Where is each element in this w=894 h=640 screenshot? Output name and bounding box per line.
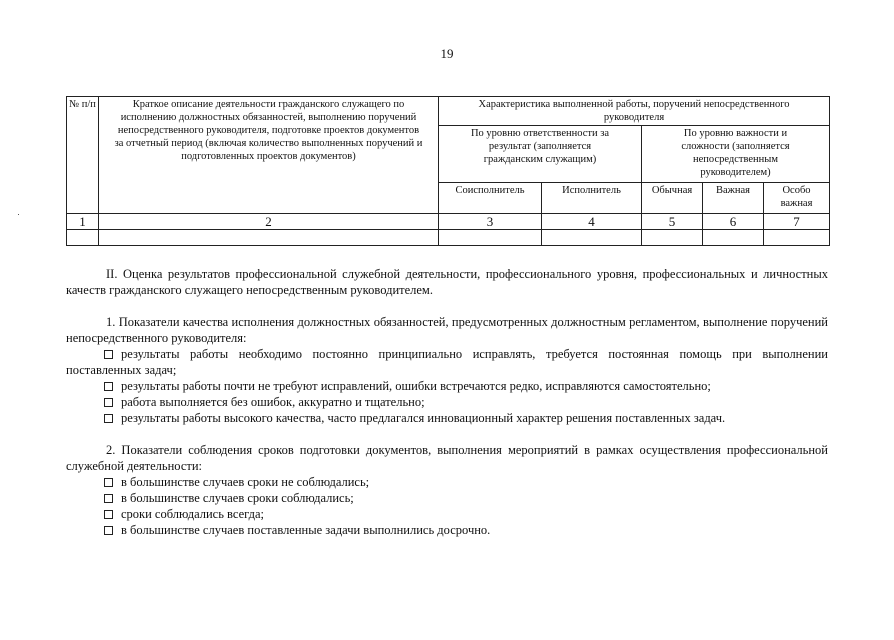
page-number: 19 [440, 46, 454, 61]
quality-option [66, 378, 828, 394]
quality-option [66, 410, 828, 426]
header-ordinary: Обычная [642, 183, 703, 214]
empty-cell[interactable] [67, 230, 99, 246]
section-heading: II. Оценка результатов профессиональной служебной деятельности, профессионального уровня, профессиональных и личностных качеств гражданского служащего непосредственным руководителем. [66, 267, 828, 297]
quality-option [66, 394, 828, 410]
activity-table [66, 96, 830, 246]
header-co-executor: Соисполнитель [439, 183, 542, 214]
column-number: 1 [67, 214, 99, 230]
scan-dot [18, 214, 19, 215]
empty-cell[interactable] [642, 230, 703, 246]
column-number: 5 [642, 214, 703, 230]
empty-row [67, 230, 830, 246]
option-label: результаты работы необходимо постоянно принципиально исправлять, требуется постоянная помощь при выполнении поставленных задач; [66, 347, 828, 377]
column-number: 4 [542, 214, 642, 230]
empty-cell[interactable] [99, 230, 439, 246]
option-label: в большинстве случаев сроки не соблюдались; [121, 475, 370, 489]
checkbox-icon[interactable] [104, 414, 113, 423]
column-number: 6 [703, 214, 764, 230]
column-number: 2 [99, 214, 439, 230]
option-label: результаты работы высокого качества, часто предлагался инновационный характер решения поставленных задач. [121, 411, 726, 425]
column-numbers-row [67, 214, 830, 230]
option-label: результаты работы почти не требуют исправлений, ошибки встречаются редко, исправляются самостоятельно; [121, 379, 711, 393]
header-executor: Исполнитель [542, 183, 642, 214]
option-label: работа выполняется без ошибок, аккуратно и тщательно; [121, 395, 425, 409]
deadlines-question-title: 2. Показатели соблюдения сроков подготовки документов, выполнения мероприятий в рамках осуществления профессиональной служебной деятельности: [66, 443, 828, 473]
option-label: сроки соблюдались всегда; [121, 507, 265, 521]
checkbox-icon[interactable] [104, 350, 113, 359]
quality-question-title: 1. Показатели качества исполнения должностных обязанностей, предусмотренных должностным регламентом, выполнение поручений непосредственного руководителя: [66, 315, 828, 345]
header-characteristic: Характеристика выполненной работы, поручений непосредственного руководителя [439, 97, 830, 126]
checkbox-icon[interactable] [104, 398, 113, 407]
option-label: в большинстве случаев поставленные задачи выполнились досрочно. [121, 523, 491, 537]
header-important: Важная [703, 183, 764, 214]
option-label: в большинстве случаев сроки соблюдались; [121, 491, 354, 505]
section-2 [66, 266, 828, 538]
header-responsibility: По уровню ответственности за результат (заполняется гражданским служащим) [439, 126, 642, 183]
checkbox-icon[interactable] [104, 510, 113, 519]
header-description: Краткое описание деятельности гражданского служащего по исполнению должностных обязанностей, выполнению поручений непосредственного руководителя, подготовке проектов документов за отчетный период (включая количество выполненных поручений и подготовленных проектов документов) [99, 97, 439, 214]
empty-cell[interactable] [764, 230, 830, 246]
column-number: 3 [439, 214, 542, 230]
deadlines-option [66, 490, 828, 506]
checkbox-icon[interactable] [104, 478, 113, 487]
header-number: № п/п [67, 97, 99, 214]
deadlines-option [66, 474, 828, 490]
deadlines-option [66, 522, 828, 538]
empty-cell[interactable] [439, 230, 542, 246]
column-number: 7 [764, 214, 830, 230]
empty-cell[interactable] [542, 230, 642, 246]
checkbox-icon[interactable] [104, 494, 113, 503]
empty-cell[interactable] [703, 230, 764, 246]
checkbox-icon[interactable] [104, 382, 113, 391]
header-importance: По уровню важности и сложности (заполняется непосредственным руководителем) [642, 126, 830, 183]
header-very-important: Особо важная [764, 183, 830, 214]
quality-option [66, 346, 828, 378]
checkbox-icon[interactable] [104, 526, 113, 535]
deadlines-option [66, 506, 828, 522]
